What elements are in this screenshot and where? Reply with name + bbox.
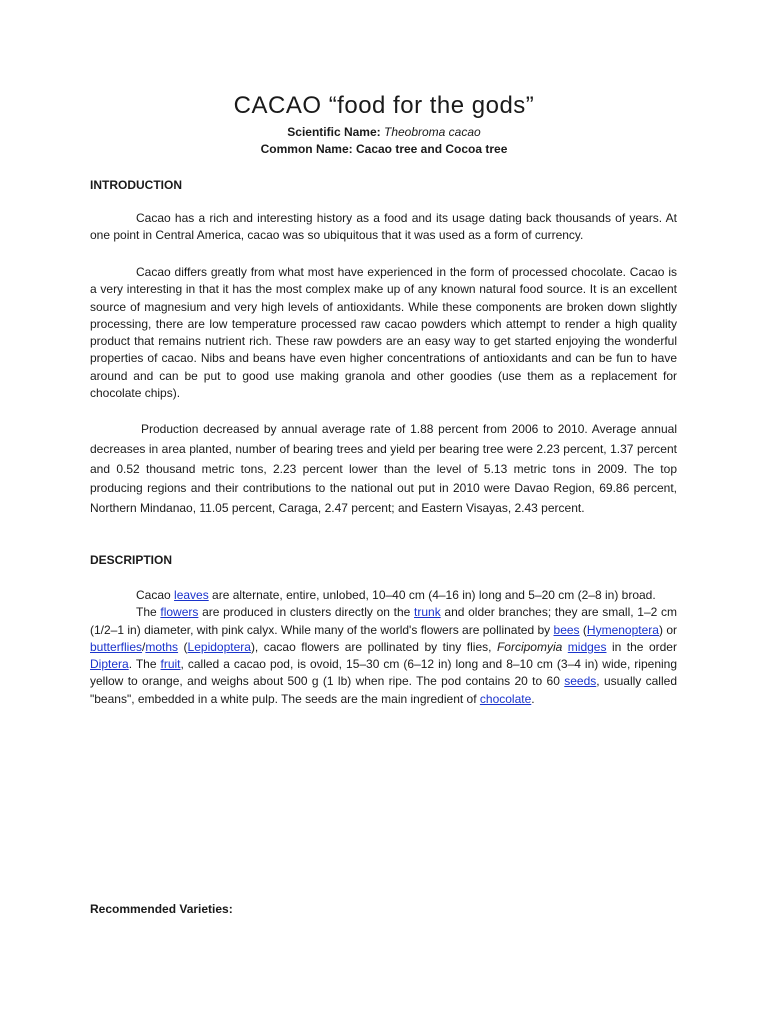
description-text: , usually called "beans", embedded in a white pulp. The seeds are the main ingredient of bbox=[90, 674, 677, 706]
description-text: ( bbox=[178, 639, 188, 654]
description-text: are produced in clusters directly on the bbox=[198, 605, 415, 620]
scientific-name-value: Theobroma cacao bbox=[383, 125, 481, 139]
link-diptera[interactable]: Diptera bbox=[90, 657, 129, 672]
description-text: , called a cacao pod, is ovoid, 15–30 cm (6–12 in) long and 8–10 cm (3–4 in) wide, ripening yellow to orange, and weighs about 500 g (1 lb) when ripe. The pod contains 20 to 60 bbox=[90, 657, 678, 689]
intro-paragraph-2-text: Cacao differs greatly from what most have experienced in the form of processed chocolate. Cacao is a very interesting in that it has the most complex make up of any known natural food source. It is an excellent source of magnesium and very high levels of antioxidants. While these components are broken down slightly processing, there are low temperature processed raw cacao powders which attempt to render a high quality product that remains nutrient rich. These raw powders are an easy way to get started enjoying the wonderful properties of cacao. Nibs and beans have even higher concentrations of antioxidants and can be fun to have around and can be put to good use making granola and other goodies (use them as a replacement for chocolate chips). bbox=[90, 265, 677, 401]
recommended-varieties-heading: Recommended Varieties: bbox=[90, 902, 233, 916]
link-flowers[interactable]: flowers bbox=[160, 605, 199, 620]
forcipomyia-italic: Forcipomyia bbox=[496, 639, 563, 654]
common-name-label: Common Name: bbox=[260, 142, 353, 156]
link-hymenoptera[interactable]: Hymenoptera bbox=[586, 622, 659, 637]
link-midges[interactable]: midges bbox=[567, 639, 607, 654]
common-name-value: Cacao tree and Cocoa tree bbox=[355, 142, 508, 156]
description-text: and older branches; they are small, 1–2 cm (1/2–1 in) diameter, with pink calyx. While many of the world's flowers are pollinated by bbox=[90, 605, 677, 637]
link-butterflies[interactable]: butterflies bbox=[90, 639, 143, 654]
intro-paragraph-3 bbox=[90, 420, 677, 519]
link-leaves[interactable]: leaves bbox=[174, 588, 209, 602]
description-text: The bbox=[136, 605, 161, 620]
intro-paragraph-1 bbox=[90, 210, 677, 245]
description-text: Cacao bbox=[136, 588, 175, 602]
description-paragraph bbox=[90, 587, 677, 708]
description-text: ( bbox=[579, 622, 587, 637]
link-lepidoptera[interactable]: Lepidoptera bbox=[187, 639, 251, 654]
description-text: ), cacao flowers are pollinated by tiny flies, bbox=[250, 639, 497, 654]
link-fruit[interactable]: fruit bbox=[160, 657, 181, 672]
scientific-name-line bbox=[0, 125, 768, 139]
link-moths[interactable]: moths bbox=[145, 639, 179, 654]
intro-paragraph-3-text: Production decreased by annual average rate of 1.88 percent from 2006 to 2010. Average annual decreases in area planted, number of bearing trees and yield per bearing tree were 2.23 percent, 1.37 percent and 0.52 thousand metric tons, 2.23 percent lower than the level of 5.13 metric tons in 2009. The top producing regions and their contributions to the national out put in 2010 were Davao Region, 69.86 percent, Northern Mindanao, 11.05 percent, Caraga, 2.47 percent; and Eastern Visayas, 2.43 percent. bbox=[90, 422, 677, 516]
description-text: / bbox=[142, 639, 146, 654]
description-text: ) or bbox=[658, 622, 677, 637]
description-text: are alternate, entire, unlobed, 10–40 cm (4–16 in) long and 5–20 cm (2–8 in) broad. bbox=[208, 588, 656, 602]
introduction-heading: INTRODUCTION bbox=[90, 178, 182, 192]
description-text: . bbox=[531, 691, 535, 706]
link-trunk[interactable]: trunk bbox=[414, 605, 441, 620]
intro-paragraph-1-text: Cacao has a rich and interesting history as a food and its usage dating back thousands of years. At one point in Central America, cacao was so ubiquitous that it was used as a form of currency. bbox=[90, 211, 677, 243]
intro-paragraph-2 bbox=[90, 264, 677, 402]
link-seeds[interactable]: seeds bbox=[564, 674, 597, 689]
description-text: . The bbox=[128, 657, 161, 672]
link-chocolate[interactable]: chocolate bbox=[479, 691, 532, 706]
description-heading: DESCRIPTION bbox=[90, 553, 173, 567]
description-text: in the order bbox=[606, 639, 677, 654]
link-bees[interactable]: bees bbox=[553, 622, 580, 637]
document-title: CACAO “food for the gods” bbox=[233, 92, 535, 119]
common-name-line bbox=[0, 142, 768, 156]
scientific-name-label: Scientific Name: bbox=[287, 125, 381, 139]
